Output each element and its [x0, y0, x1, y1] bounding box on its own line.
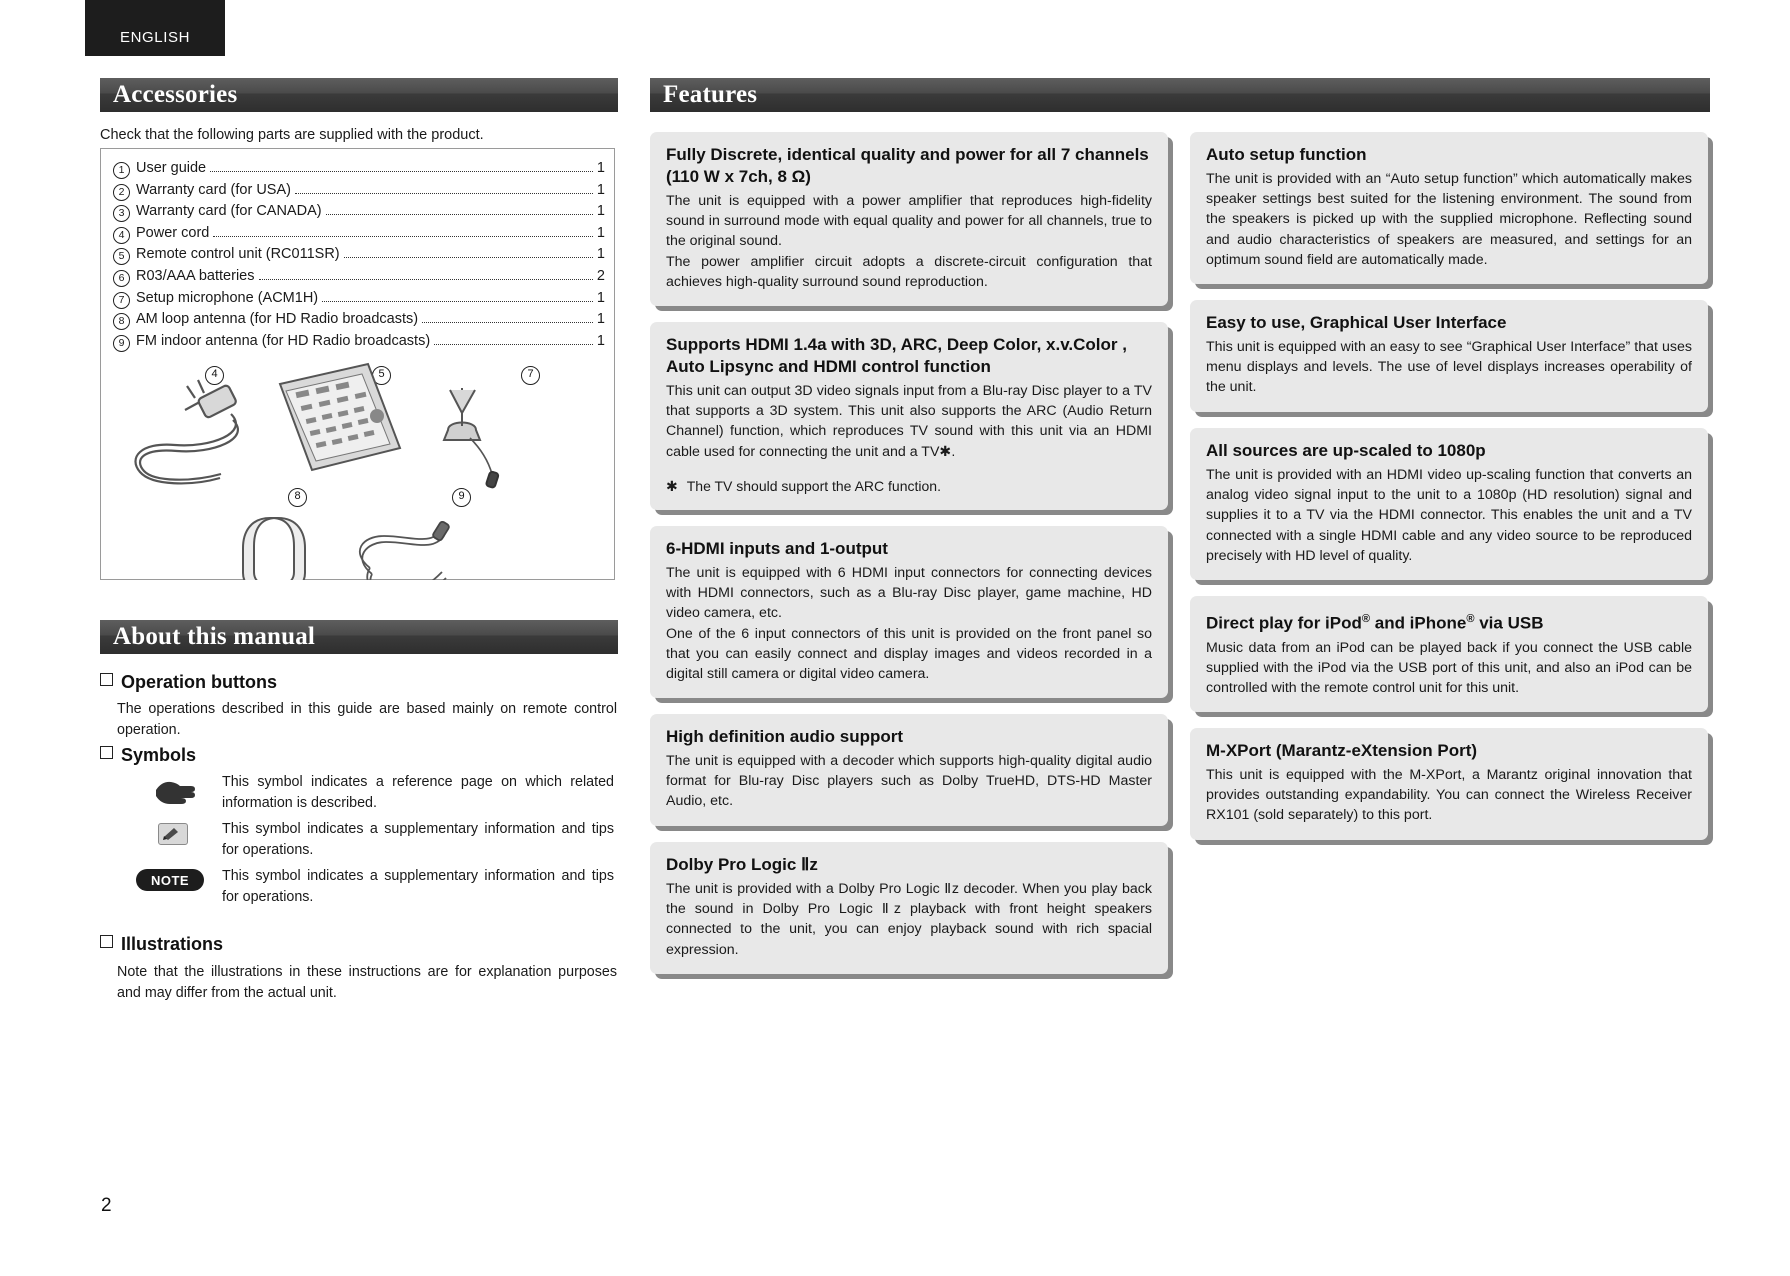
accessory-label: Setup microphone (ACM1H) — [136, 289, 319, 306]
accessory-label: R03/AAA batteries — [136, 267, 255, 284]
accessory-label: AM loop antenna (for HD Radio broadcasts) — [136, 311, 419, 328]
feature-body — [666, 563, 1152, 684]
feature-paragraph: One of the 6 input connectors of this unit is provided on the front panel so that you can easily connect and display images and videos recorded in a digital still camera or digital video camera. — [666, 625, 1152, 683]
accessory-number: 3 — [113, 205, 130, 222]
feature-card — [650, 842, 1168, 974]
illustration-number-8: 8 — [288, 488, 307, 507]
checkbox-icon — [100, 935, 113, 948]
feature-body — [1206, 638, 1692, 699]
symbol-tip-text: This symbol indicates a supplementary information and tips for operations. — [222, 821, 614, 858]
feature-body — [666, 381, 1152, 462]
feature-paragraph: The power amplifier circuit adopts a discrete-circuit configuration that achieves high-quality surround sound reproduction. — [666, 253, 1152, 290]
accessories-check-line: Check that the following parts are supplied with the product. — [100, 127, 484, 143]
accessory-number: 9 — [113, 335, 130, 352]
accessory-label: FM indoor antenna (for HD Radio broadcasts) — [136, 332, 431, 349]
accessory-quantity: 2 — [596, 267, 605, 284]
footnote-marker: ✱ — [666, 477, 678, 494]
feature-card — [650, 322, 1168, 510]
feature-card — [650, 526, 1168, 698]
symbol-note-text: This symbol indicates a supplementary information and tips for operations. — [222, 868, 614, 905]
feature-title: Supports HDMI 1.4a with 3D, ARC, Deep Color, x.v.Color , Auto Lipsync and HDMI control function — [666, 335, 1127, 376]
accessory-quantity: 1 — [596, 203, 605, 220]
feature-card — [650, 132, 1168, 306]
feature-paragraph: Music data from an iPod can be played back if you connect the USB cable supplied with the iPod via the USB port of this unit, and also an iPod can be controlled with the remote control unit for this unit. — [1206, 639, 1692, 697]
accessory-quantity: 1 — [596, 160, 605, 176]
feature-title: M-XPort (Marantz-eXtension Port) — [1206, 741, 1478, 760]
feature-paragraph: This unit is equipped with the M-XPort, a Marantz original innovation that provides outstanding expandability. You can connect the Wireless Receiver RX101 (sold separately) to this port. — [1206, 767, 1692, 824]
accessories-illustrations — [100, 148, 615, 580]
accessory-number: 5 — [113, 248, 130, 265]
feature-card — [1190, 728, 1708, 840]
accessories-heading: Accessories — [100, 78, 618, 112]
operation-buttons-title: Operation buttons — [100, 672, 277, 693]
feature-card — [1190, 300, 1708, 412]
checkbox-icon — [100, 673, 113, 686]
feature-body — [1206, 465, 1692, 566]
about-manual-heading: About this manual — [100, 620, 618, 654]
footnote-text: The TV should support the ARC function. — [686, 477, 941, 494]
illustration-number-7: 7 — [521, 366, 540, 385]
feature-paragraph: The unit is provided with an HDMI video up-scaling function that converts an analog video signal input to the unit to a 1080p (HD resolution) signal and supplies it to a TV via the HDMI connector. This enables the unit and a TV connected with a single HDMI cable and any video source to be reproduced precisely with HD level of quality. — [1206, 467, 1692, 564]
feature-card — [650, 714, 1168, 826]
pencil-note-icon — [158, 823, 188, 845]
feature-paragraph: The unit is provided with an “Auto setup function” which automatically makes speaker settings best suited for the listening environment. The sound from the speakers is picked up with the supplied microphone. Reflecting sound and audio characteristics of speakers are measured, and settings for an optimum sound field are automatically made. — [1206, 171, 1692, 268]
accessory-label: Power cord — [136, 224, 210, 241]
accessory-quantity: 1 — [596, 224, 605, 241]
feature-title: 6-HDMI inputs and 1-output — [666, 539, 888, 558]
checkbox-icon — [100, 746, 113, 759]
feature-paragraph: The unit is equipped with a decoder which supports high-quality digital audio format for Blu-ray Disc players such as Dolby TrueHD, DTS-HD Master Audio, etc. — [666, 753, 1152, 810]
accessory-label: User guide — [136, 160, 207, 176]
feature-card — [1190, 132, 1708, 284]
symbol-reference-text: This symbol indicates a reference page on which related information is described. — [222, 774, 614, 811]
accessory-number: 6 — [113, 270, 130, 287]
illustrations-text: Note that the illustrations in these instructions are for explanation purposes and may differ from the actual unit. — [117, 964, 617, 1001]
accessory-drawings-svg — [100, 148, 615, 580]
feature-title: Easy to use, Graphical User Interface — [1206, 313, 1507, 332]
accessory-quantity: 1 — [596, 332, 605, 349]
accessory-quantity: 1 — [596, 181, 605, 198]
illustration-number-9: 9 — [452, 488, 471, 507]
feature-title: Fully Discrete, identical quality and power for all 7 channels (110 W x 7ch, 8 Ω) — [666, 145, 1149, 186]
feature-title: Auto setup function — [1206, 145, 1367, 164]
feature-card — [1190, 428, 1708, 580]
feature-paragraph: The unit is equipped with 6 HDMI input connectors for connecting devices with HDMI connectors, such as a Blu-ray Disc player, game machine, HD video camera, etc. — [666, 565, 1152, 622]
feature-paragraph: The unit is provided with a Dolby Pro Logic Ⅱz decoder. When you play back the sound in Dolby Pro Logic Ⅱz playback with front height speakers connected to the unit, you can enjoy playback sound with rich spacial expression. — [666, 881, 1152, 958]
feature-title: High definition audio support — [666, 727, 904, 746]
feature-body — [1206, 337, 1692, 398]
accessory-number: 8 — [113, 313, 130, 330]
feature-footnote — [666, 476, 1152, 496]
feature-paragraph: This unit is equipped with an easy to see “Graphical User Interface” that uses menu displays and levels. The use of level displays increases operability of the unit. — [1206, 339, 1692, 396]
accessory-label: Remote control unit (RC011SR) — [136, 246, 340, 263]
illustration-number-5: 5 — [372, 366, 391, 385]
feature-body — [1206, 765, 1692, 826]
illustrations-title: Illustrations — [100, 934, 223, 955]
accessory-number: 2 — [113, 184, 130, 201]
feature-body — [666, 879, 1152, 960]
accessory-number: 4 — [113, 227, 130, 244]
feature-body — [1206, 169, 1692, 270]
feature-title: Direct play for iPod® and iPhone® via USB — [1206, 613, 1544, 633]
features-heading: Features — [650, 78, 1710, 112]
accessory-number: 1 — [113, 162, 130, 179]
feature-body — [666, 751, 1152, 812]
accessory-quantity: 1 — [596, 311, 605, 328]
operation-buttons-text: The operations described in this guide are based mainly on remote control operation. — [117, 701, 617, 738]
feature-title: All sources are up-scaled to 1080p — [1206, 441, 1486, 460]
feature-card — [1190, 596, 1708, 712]
page-number: 2 — [101, 1195, 112, 1216]
feature-body — [666, 191, 1152, 292]
note-badge: NOTE — [136, 869, 204, 891]
feature-paragraph: The unit is equipped with a power amplifier that reproduces high-fidelity sound in surround mode with equal quality and power for all channels, true to the original sound. — [666, 193, 1152, 250]
feature-paragraph: This unit can output 3D video signals input from a Blu-ray Disc player to a TV that supports a 3D system. This unit also supports the ARC (Audio Return Channel) function, which reproduces TV sound with this unit via an HDMI cable used for connecting the unit and a TV✱. — [666, 383, 1152, 460]
language-tab: ENGLISH — [85, 0, 225, 56]
accessory-label: Warranty card (for CANADA) — [136, 203, 322, 220]
feature-title: Dolby Pro Logic Ⅱz — [666, 855, 818, 874]
symbols-title: Symbols — [100, 745, 196, 766]
accessory-number: 7 — [113, 292, 130, 309]
illustration-number-4: 4 — [205, 366, 224, 385]
accessory-quantity: 1 — [596, 246, 605, 263]
pointing-hand-icon — [152, 778, 196, 804]
accessory-label: Warranty card (for USA) — [136, 181, 291, 198]
accessory-quantity: 1 — [596, 289, 605, 306]
